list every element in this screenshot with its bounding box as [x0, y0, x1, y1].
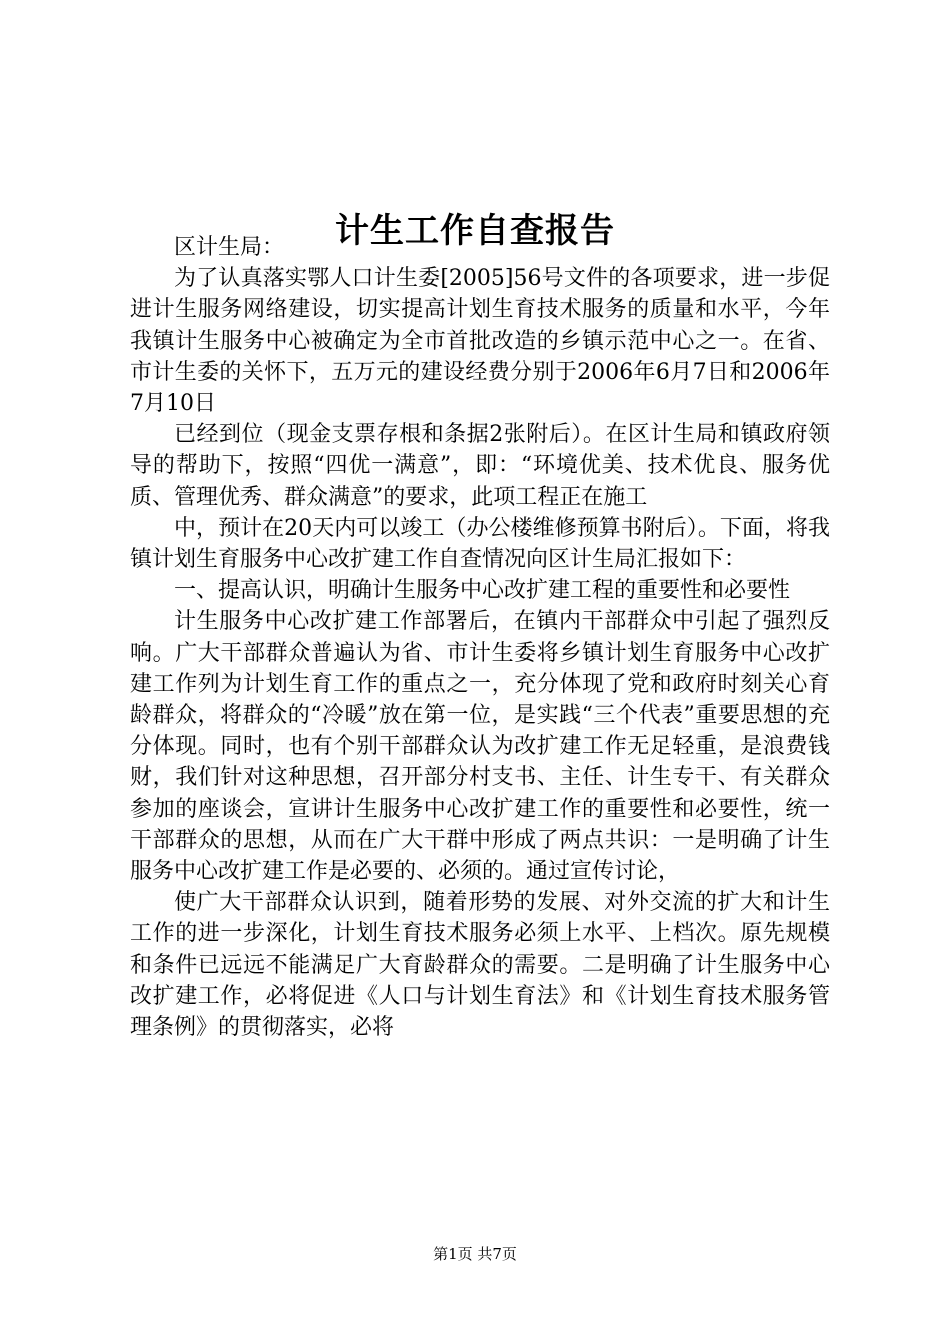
document-title: 计生工作自查报告	[335, 210, 615, 251]
section-heading: 一、提高认识，明确计生服务中心改扩建工程的重要性和必要性	[174, 578, 791, 604]
paragraph: 已经到位（现金支票存根和条据2张附后）。在区计生局和镇政府领导的帮助下，按照“四优一满意”，即：“环境优美、技术优良、服务优质、管理优秀、群众满意”的要求，此项工程正在施工	[130, 422, 830, 510]
document-body	[130, 232, 830, 1043]
salutation: 区计生局：	[174, 235, 285, 260]
page-number-footer: 第1页 共7页	[433, 1245, 517, 1263]
paragraph: 中，预计在20天内可以竣工（办公楼维修预算书附后）。下面，将我镇计划生育服务中心改扩建工作自查情况向区计生局汇报如下：	[130, 515, 830, 573]
paragraph: 计生服务中心改扩建工作部署后，在镇内干部群众中引起了强烈反响。广大干部群众普遍认为省、市计生委将乡镇计划生育服务中心改扩建工作列为计划生育工作的重点之一，充分体现了党和政府时刻关心育龄群众，将群众的“冷暖”放在第一位，是实践“三个代表”重要思想的充分体现。同时，也有个别干部群众认为改扩建工作无足轻重，是浪费钱财，我们针对这种思想，召开部分村支书、主任、计生专干、有关群众参加的座谈会，宣讲计生服务中心改扩建工作的重要性和必要性，统一干部群众的思想，从而在广大干群中形成了两点共识：一是明确了计生服务中心改扩建工作是必要的、必须的。通过宣传讨论，	[130, 609, 830, 885]
paragraph: 为了认真落实鄂人口计生委[2005]56号文件的各项要求，进一步促进计生服务网络建设，切实提高计划生育技术服务的质量和水平，今年我镇计生服务中心被确定为全市首批改造的乡镇示范中心之一。在省、市计生委的关怀下，五万元的建设经费分别于2006年6月7日和2006年7月10日	[130, 266, 830, 417]
paragraph: 使广大干部群众认识到，随着形势的发展、对外交流的扩大和计生工作的进一步深化，计划生育技术服务必须上水平、上档次。原先规模和条件已远远不能满足广大育龄群众的需要。二是明确了计生服务中心改扩建工作，必将促进《人口与计划生育法》和《计划生育技术服务管理条例》的贯彻落实，必将	[130, 890, 830, 1041]
